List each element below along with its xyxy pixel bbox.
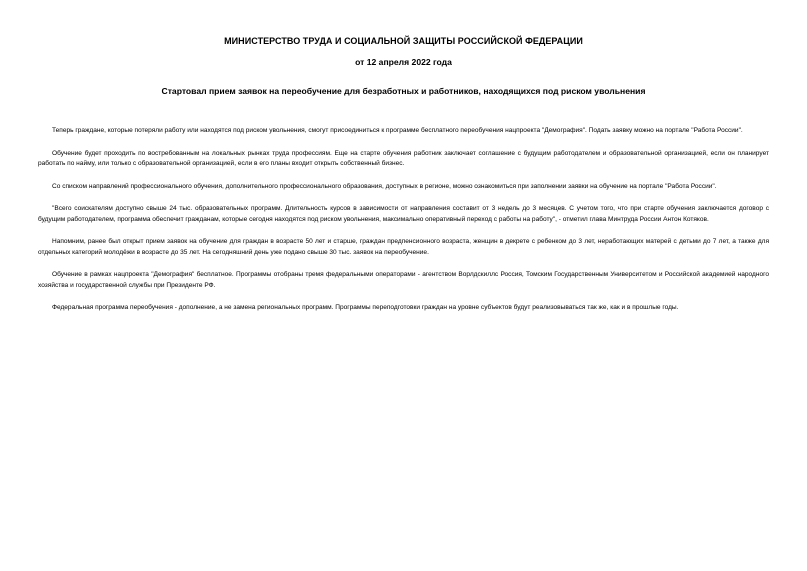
document-body	[38, 126, 769, 326]
paragraph: Обучение в рамках нацпроекта "Демография" бесплатное. Программы отобраны тремя федеральными операторами - агентством Ворлдскиллс Россия, Томским Государственным Университетом и Российской академией народного хозяйства и государственной службы при Президенте РФ.	[38, 271, 769, 289]
document-headline: Стартовал прием заявок на переобучение для безработных и работников, находящихся под риском увольнения	[161, 86, 646, 96]
paragraph: "Всего соискателям доступно свыше 24 тыс. образовательных программ. Длительность курсов в зависимости от направления составит от 3 недель до 3 месяцев. С учетом того, что при старте обучения заключается договор с будущим работодателем, программа обеспечит гражданам, которые сегодня находятся под риском увольнения, максимально оперативный переход с работы на работу", - отметил глава Минтруда России Антон Котяков.	[38, 205, 769, 223]
paragraph: Федеральная программа переобучения - дополнение, а не замена региональных программ. Программы переподготовки граждан на уровне субъектов будут реализовываться так же, как и в прошлые годы.	[52, 304, 679, 311]
document-date: от 12 апреля 2022 года	[355, 57, 452, 67]
paragraph: Теперь граждане, которые потеряли работу или находятся под риском увольнения, смогут присоединиться к программе бесплатного переобучения нацпроекта "Демография". Подать заявку можно на портале "Работа России".	[52, 127, 743, 134]
paragraph: Со списком направлений профессионального обучения, дополнительного профессионального образования, доступных в регионе, можно ознакомиться при заполнении заявки на обучение на портале "Работа России".	[52, 182, 717, 190]
paragraph: Напомним, ранее был открыт прием заявок на обучение для граждан в возрасте 50 лет и старше, граждан предпенсионного возраста, женщин в декрете с ребенком до 3 лет, неработающих матерей с детьми до 7 лет, а также для отдельных категорий молодёжи в возрасте до 35 лет. На сегодняшний день уже подано свыше 30 тыс. заявок на переобучение.	[38, 238, 769, 256]
paragraph: Обучение будет проходить по востребованным на локальных рынках труда профессиям. Еще на старте обучения работник заключает соглашение с будущим работодателем и образовательной организацией, если он планирует работать по найму, или только с образовательной организацией, если в его планы входит открыть собственный бизнес.	[38, 149, 769, 167]
ministry-title: МИНИСТЕРСТВО ТРУДА И СОЦИАЛЬНОЙ ЗАЩИТЫ РОССИЙСКОЙ ФЕДЕРАЦИИ	[224, 36, 583, 46]
